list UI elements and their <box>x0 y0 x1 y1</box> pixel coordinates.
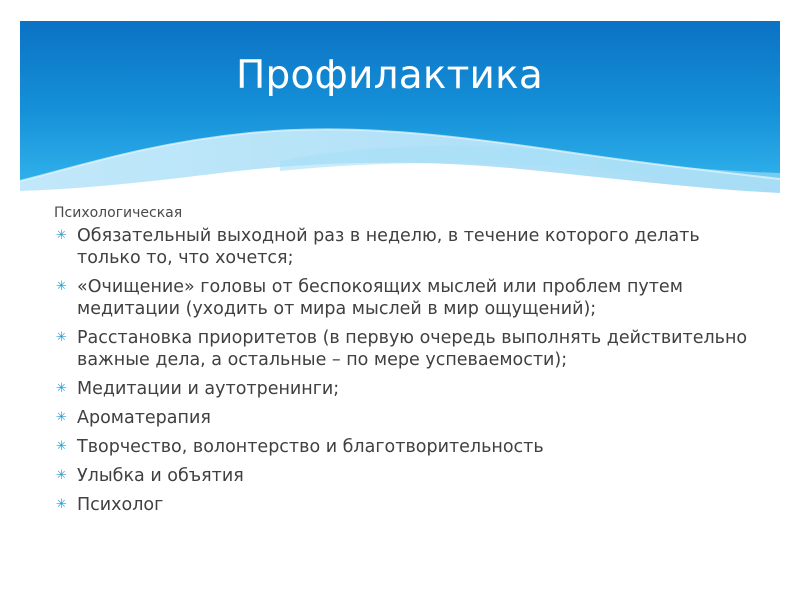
asterisk-bullet-icon: ✳ <box>56 330 67 345</box>
slide-content <box>54 205 754 523</box>
asterisk-bullet-icon: ✳ <box>56 497 67 512</box>
asterisk-bullet-icon: ✳ <box>56 439 67 454</box>
asterisk-bullet-icon: ✳ <box>56 468 67 483</box>
asterisk-bullet-icon: ✳ <box>56 381 67 396</box>
list-item-text: Творчество, волонтерство и благотворительность <box>77 437 544 457</box>
asterisk-bullet-icon: ✳ <box>56 279 67 294</box>
asterisk-bullet-icon: ✳ <box>56 410 67 425</box>
list-item <box>54 378 754 400</box>
list-item <box>54 276 754 320</box>
list-item-text: Ароматерапия <box>77 408 211 428</box>
list-item-text: Улыбка и объятия <box>77 466 244 486</box>
slide <box>20 21 780 581</box>
list-item <box>54 407 754 429</box>
wave-header-background <box>20 21 780 221</box>
list-item-text: Медитации и аутотренинги; <box>77 379 340 399</box>
list-item <box>54 327 754 371</box>
list-item-text: Психолог <box>77 495 164 515</box>
list-item <box>54 436 754 458</box>
list-item-text: «Очищение» головы от беспокоящих мыслей или проблем путем медитации (уходить от мира мыслей в мир ощущений); <box>77 277 683 319</box>
list-item <box>54 494 754 516</box>
list-item-text: Расстановка приоритетов (в первую очередь выполнять действительно важные дела, а остальные – по мере успеваемости); <box>77 328 748 370</box>
asterisk-bullet-icon: ✳ <box>56 228 67 243</box>
list-item <box>54 225 754 269</box>
list-item-text: Обязательный выходной раз в неделю, в течение которого делать только то, что хочется; <box>77 226 700 268</box>
list-item <box>54 465 754 487</box>
prevention-list <box>54 225 754 516</box>
category-label: Психологическая <box>54 205 183 221</box>
slide-title: Профилактика <box>236 53 543 98</box>
